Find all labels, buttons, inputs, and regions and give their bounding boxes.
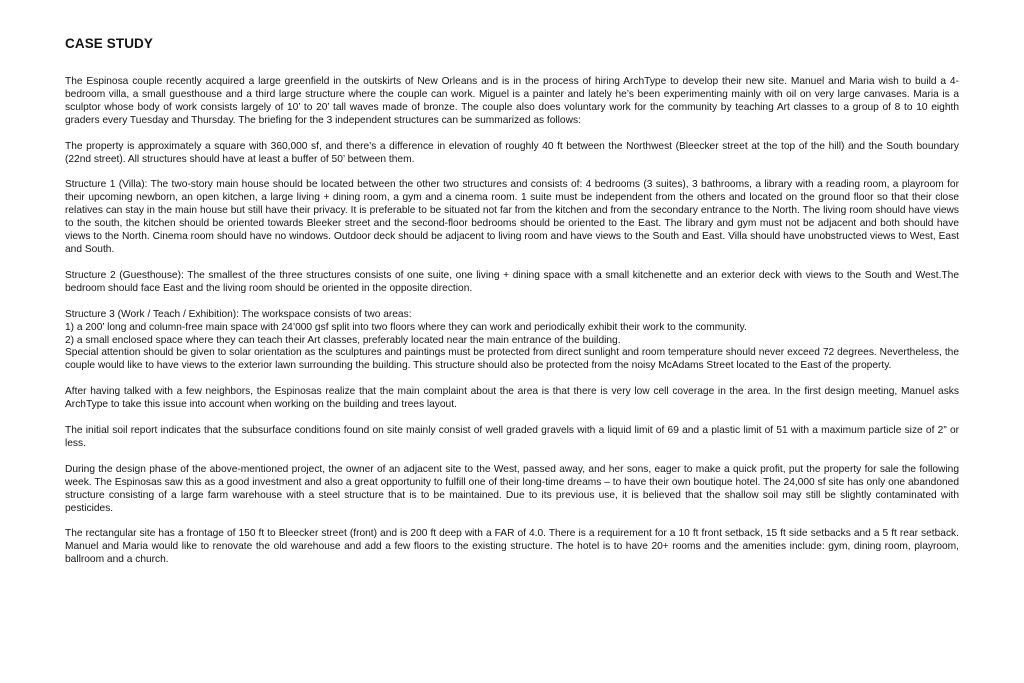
paragraph-structure-3-intro: Structure 3 (Work / Teach / Exhibition): The workspace consists of two areas: — [65, 308, 412, 320]
paragraph-adjacent-site: During the design phase of the above-mentioned project, the owner of an adjacent site to the West, passed away, and her sons, eager to make a quick profit, put the property for sale the following week. The Espinosas saw this as a good investment and also a great opportunity to fulfill one of their long-time dreams – to have their own boutique hotel. The 24,000 sf site has only one abandoned structure consisting of a large farm warehouse with a steel structure that is to be maintained. Due to its previous use, it is believed that the shallow soil may still be slightly contaminated with pesticides. — [65, 463, 959, 514]
paragraph-cell-coverage: After having talked with a few neighbors, the Espinosas realize that the main complaint about the area is that there is very low cell coverage in the area. In the first design meeting, Manuel asks ArchType to take this issue into account when working on the building and trees layout. — [65, 386, 959, 411]
paragraph-structure-3-special: Special attention should be given to solar orientation as the sculptures and paintings must be protected from direct sunlight and room temperature should never exceed 72 degrees. Nevertheless, the couple would like to have views to the exterior lawn surrounding the building. This structure should also be protected from the noisy McAdams Street located to the East of the property. — [65, 347, 959, 372]
paragraph-hotel-site: The rectangular site has a frontage of 150 ft to Bleecker street (front) and is 200 ft deep with a FAR of 4.0. There is a requirement for a 10 ft front setback, 15 ft side setbacks and a 5 ft rear setback. Manuel and Maria would like to renovate the old warehouse and add a few floors to the existing structure. The hotel is to have 20+ rooms and the amenities include: gym, dining room, playroom, ballroom and a church. — [65, 528, 959, 566]
paragraph-structure-1: Structure 1 (Villa): The two-story main house should be located between the other two structures and consists of: 4 bedrooms (3 suites), 3 bathrooms, a library with a reading room, a playroom for their upcoming newborn, an open kitchen, a large living + dining room, a gym and a cinema room. 1 suite must be independent from the others and located on the ground floor so that their close relatives can stay in the main house but still have their privacy. It is preferable to be situated not far from the kitchen and from the secondary entrance to the North. The living room should have views to the south, the kitchen should be oriented towards Bleeker street and the second-floor bedrooms should be oriented to the East. The library and gym must not be adjacent and both should have views to the North. Cinema room should have no windows. Outdoor deck should be adjacent to living room and have views to the South and East. Villa should have unobstructed views to West, East and South. — [65, 179, 959, 255]
paragraph-property: The property is approximately a square with 360,000 sf, and there’s a difference in elevation of roughly 40 ft between the Northwest (Bleecker street at the top of the hill) and the South boundary (22nd street). All structures should have at least a buffer of 50’ between them. — [65, 140, 959, 165]
paragraph-structure-2: Structure 2 (Guesthouse): The smallest of the three structures consists of one suite, one living + dining space with a small kitchenette and an exterior deck with views to the South and West.The bedroom should face East and the living room should be oriented in the opposite direction. — [65, 269, 959, 294]
document-title: CASE STUDY — [65, 36, 154, 51]
paragraph-structure-3-item-2: 2) a small enclosed space where they can teach their Art classes, preferably located near the main entrance of the building. — [65, 334, 621, 346]
paragraph-structure-3-item-1: 1) a 200’ long and column-free main space with 24’000 gsf split into two floors where they can work and periodically exhibit their work to the community. — [65, 321, 747, 333]
document-page — [65, 36, 959, 580]
paragraph-soil-report: The initial soil report indicates that the subsurface conditions found on site mainly consist of well graded gravels with a liquid limit of 69 and a plastic limit of 51 with a maximum particle size of 2” or less. — [65, 425, 959, 449]
paragraph-introduction: The Espinosa couple recently acquired a large greenfield in the outskirts of New Orleans and is in the process of hiring ArchType to develop their new site. Manuel and Maria wish to build a 4-bedroom villa, a small guesthouse and a third large structure where the couple can work. Miguel is a painter and lately he’s been experimenting mainly with oil on very large canvases. Maria is a sculptor whose body of work consists largely of 10’ to 20’ tall waves made of bronze. The couple also does voluntary work for the community by teaching Art classes to a group of 8 to 10 eighth graders every Tuesday and Thursday. The briefing for the 3 independent structures can be summarized as follows: — [65, 76, 959, 126]
